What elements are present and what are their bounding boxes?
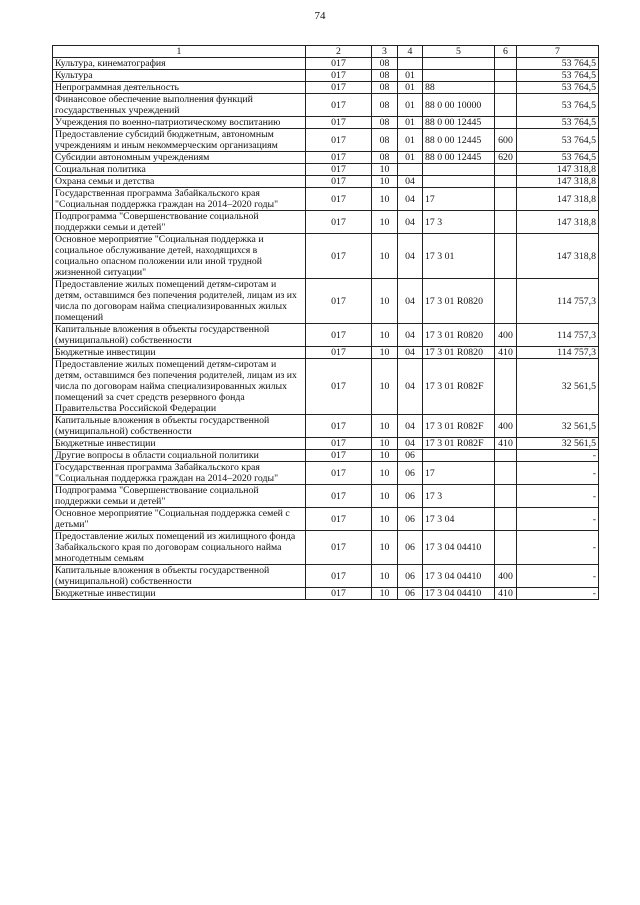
row-ministry-code: 017 [306,152,372,164]
row-target-article [423,58,495,70]
row-target-article [423,176,495,188]
row-section: 08 [372,129,398,152]
row-subsection: 06 [398,531,423,565]
row-section: 08 [372,58,398,70]
row-section: 10 [372,347,398,359]
row-section: 10 [372,588,398,600]
row-expense-type [495,117,517,129]
row-target-article: 17 3 [423,211,495,234]
row-amount: 114 757,3 [517,347,599,359]
row-name: Бюджетные инвестиции [53,438,306,450]
header-col-5: 5 [423,46,495,58]
row-amount: 53 764,5 [517,129,599,152]
table-row [53,117,599,129]
row-subsection: 01 [398,82,423,94]
row-section: 10 [372,176,398,188]
table-row [53,58,599,70]
row-subsection: 06 [398,485,423,508]
row-subsection: 04 [398,188,423,211]
row-name: Финансовое обеспечение выполнения функций государственных учреждений [53,94,306,117]
row-target-article: 88 0 00 10000 [423,94,495,117]
row-subsection: 01 [398,94,423,117]
row-target-article: 17 3 [423,485,495,508]
row-expense-type: 600 [495,129,517,152]
row-subsection [398,164,423,176]
row-ministry-code: 017 [306,565,372,588]
row-expense-type: 410 [495,438,517,450]
row-target-article: 17 [423,188,495,211]
row-target-article [423,70,495,82]
row-subsection: 06 [398,450,423,462]
row-amount: 147 318,8 [517,164,599,176]
row-ministry-code: 017 [306,82,372,94]
row-ministry-code: 017 [306,462,372,485]
row-ministry-code: 017 [306,176,372,188]
row-section: 08 [372,152,398,164]
row-ministry-code: 017 [306,70,372,82]
table-row [53,324,599,347]
row-name: Культура, кинематография [53,58,306,70]
row-amount: 147 318,8 [517,188,599,211]
row-expense-type: 400 [495,565,517,588]
table-row [53,359,599,415]
table-row [53,82,599,94]
row-expense-type [495,279,517,324]
row-target-article: 88 0 00 12445 [423,117,495,129]
row-target-article: 17 3 04 [423,508,495,531]
row-name: Учреждения по военно-патриотическому воспитанию [53,117,306,129]
row-ministry-code: 017 [306,347,372,359]
row-expense-type: 400 [495,324,517,347]
row-expense-type [495,94,517,117]
row-ministry-code: 017 [306,588,372,600]
row-expense-type: 400 [495,415,517,438]
row-target-article [423,164,495,176]
row-section: 08 [372,82,398,94]
row-target-article: 17 [423,462,495,485]
row-ministry-code: 017 [306,415,372,438]
table-row [53,462,599,485]
table-row [53,508,599,531]
row-target-article: 17 3 04 04410 [423,565,495,588]
row-ministry-code: 017 [306,359,372,415]
table-row [53,211,599,234]
row-expense-type [495,70,517,82]
row-subsection: 06 [398,565,423,588]
row-name: Культура [53,70,306,82]
row-amount: 147 318,8 [517,234,599,279]
row-expense-type [495,82,517,94]
row-section: 08 [372,117,398,129]
row-section: 10 [372,438,398,450]
header-row [53,46,599,58]
row-expense-type [495,450,517,462]
row-section: 08 [372,70,398,82]
row-subsection: 01 [398,129,423,152]
row-section: 10 [372,164,398,176]
table-row [53,485,599,508]
table-row [53,164,599,176]
row-expense-type [495,359,517,415]
row-ministry-code: 017 [306,58,372,70]
row-amount: - [517,531,599,565]
row-name: Капитальные вложения в объекты государственной (муниципальной) собственности [53,324,306,347]
row-name: Подпрограмма "Совершенствование социальной поддержки семьи и детей" [53,485,306,508]
row-section: 10 [372,359,398,415]
table-row [53,129,599,152]
row-section: 10 [372,279,398,324]
table-row [53,279,599,324]
row-amount: - [517,508,599,531]
row-subsection: 04 [398,438,423,450]
table-row [53,176,599,188]
table-row [53,438,599,450]
row-amount: 147 318,8 [517,176,599,188]
row-amount: 53 764,5 [517,82,599,94]
table-row [53,152,599,164]
table-row [53,450,599,462]
table-body [53,58,599,600]
row-section: 10 [372,450,398,462]
row-name: Капитальные вложения в объекты государственной (муниципальной) собственности [53,565,306,588]
row-section: 10 [372,485,398,508]
row-ministry-code: 017 [306,164,372,176]
row-expense-type [495,176,517,188]
row-target-article: 17 3 01 R082F [423,359,495,415]
row-expense-type [495,531,517,565]
row-subsection: 06 [398,462,423,485]
table-row [53,94,599,117]
row-expense-type [495,164,517,176]
row-expense-type [495,211,517,234]
row-amount: - [517,462,599,485]
row-name: Непрограммная деятельность [53,82,306,94]
table-row [53,565,599,588]
row-subsection: 04 [398,324,423,347]
header-col-1: 1 [53,46,306,58]
row-name: Предоставление субсидий бюджетным, автономным учреждениям и иным некоммерческим организациям [53,129,306,152]
row-amount: 53 764,5 [517,94,599,117]
row-ministry-code: 017 [306,450,372,462]
row-name: Бюджетные инвестиции [53,347,306,359]
row-name: Социальная политика [53,164,306,176]
header-col-4: 4 [398,46,423,58]
row-ministry-code: 017 [306,94,372,117]
row-amount: - [517,485,599,508]
row-subsection: 04 [398,211,423,234]
row-section: 10 [372,531,398,565]
row-amount: 53 764,5 [517,117,599,129]
row-subsection: 04 [398,347,423,359]
row-section: 10 [372,565,398,588]
row-expense-type [495,485,517,508]
row-subsection: 04 [398,176,423,188]
row-target-article: 17 3 01 [423,234,495,279]
row-name: Основное мероприятие "Социальная поддержка семей с детьми" [53,508,306,531]
row-section: 10 [372,324,398,347]
row-amount: 53 764,5 [517,70,599,82]
row-target-article [423,450,495,462]
table-row [53,588,599,600]
row-expense-type [495,188,517,211]
row-amount: 147 318,8 [517,211,599,234]
row-amount: - [517,450,599,462]
header-col-3: 3 [372,46,398,58]
header-col-6: 6 [495,46,517,58]
row-ministry-code: 017 [306,188,372,211]
row-subsection: 04 [398,415,423,438]
row-amount: 114 757,3 [517,324,599,347]
row-target-article: 17 3 04 04410 [423,531,495,565]
row-amount: 32 561,5 [517,438,599,450]
row-subsection: 04 [398,279,423,324]
row-expense-type [495,58,517,70]
row-expense-type: 620 [495,152,517,164]
row-target-article: 17 3 01 R0820 [423,324,495,347]
row-section: 10 [372,211,398,234]
row-name: Капитальные вложения в объекты государственной (муниципальной) собственности [53,415,306,438]
row-subsection [398,58,423,70]
table-row [53,188,599,211]
row-ministry-code: 017 [306,324,372,347]
table-row [53,347,599,359]
row-amount: - [517,588,599,600]
row-name: Бюджетные инвестиции [53,588,306,600]
row-subsection: 01 [398,70,423,82]
row-expense-type [495,462,517,485]
row-name: Предоставление жилых помещений детям-сиротам и детям, оставшимся без попечения родителей, лицам из их числа по договорам найма специализированных жилых помещений [53,279,306,324]
row-target-article: 17 3 01 R0820 [423,279,495,324]
row-name: Охрана семьи и детства [53,176,306,188]
row-target-article: 17 3 01 R082F [423,438,495,450]
row-section: 10 [372,462,398,485]
row-section: 10 [372,415,398,438]
row-amount: 32 561,5 [517,415,599,438]
row-target-article: 88 [423,82,495,94]
row-expense-type: 410 [495,588,517,600]
row-amount: 114 757,3 [517,279,599,324]
table-row [53,415,599,438]
row-amount: 53 764,5 [517,58,599,70]
header-col-2: 2 [306,46,372,58]
row-target-article: 17 3 01 R0820 [423,347,495,359]
page-number: 74 [314,10,326,22]
row-section: 10 [372,508,398,531]
row-target-article: 88 0 00 12445 [423,129,495,152]
row-target-article: 17 3 01 R082F [423,415,495,438]
row-subsection: 06 [398,508,423,531]
row-expense-type [495,234,517,279]
row-section: 08 [372,94,398,117]
row-section: 10 [372,188,398,211]
row-amount: - [517,565,599,588]
row-ministry-code: 017 [306,129,372,152]
row-subsection: 06 [398,588,423,600]
row-ministry-code: 017 [306,211,372,234]
row-name: Государственная программа Забайкальского края "Социальная поддержка граждан на 2014–2020 годы" [53,188,306,211]
row-ministry-code: 017 [306,279,372,324]
row-name: Другие вопросы в области социальной политики [53,450,306,462]
row-name: Подпрограмма "Совершенствование социальной поддержки семьи и детей" [53,211,306,234]
row-expense-type: 410 [495,347,517,359]
row-target-article: 17 3 04 04410 [423,588,495,600]
row-ministry-code: 017 [306,485,372,508]
row-subsection: 01 [398,117,423,129]
table-row [53,234,599,279]
row-amount: 32 561,5 [517,359,599,415]
row-subsection: 04 [398,359,423,415]
row-subsection: 01 [398,152,423,164]
row-name: Основное мероприятие "Социальная поддержка и социальное обслуживание детей, находящихся в социально опасном положении или иной трудной жизненной ситуации" [53,234,306,279]
table-row [53,531,599,565]
row-ministry-code: 017 [306,508,372,531]
row-name: Предоставление жилых помещений детям-сиротам и детям, оставшимся без попечения родителей, лицам из их числа по договорам найма специализированных жилых помещений за счет средств резервного фонда Правительства Российской Федерации [53,359,306,415]
row-name: Государственная программа Забайкальского края "Социальная поддержка граждан на 2014–2020 годы" [53,462,306,485]
row-subsection: 04 [398,234,423,279]
row-section: 10 [372,234,398,279]
row-ministry-code: 017 [306,117,372,129]
row-ministry-code: 017 [306,531,372,565]
row-name: Субсидии автономным учреждениям [53,152,306,164]
budget-table [52,45,599,600]
row-ministry-code: 017 [306,438,372,450]
table-row [53,70,599,82]
row-amount: 53 764,5 [517,152,599,164]
row-name: Предоставление жилых помещений из жилищного фонда Забайкальского края по договорам социального найма многодетным семьям [53,531,306,565]
header-col-7: 7 [517,46,599,58]
row-ministry-code: 017 [306,234,372,279]
row-target-article: 88 0 00 12445 [423,152,495,164]
row-expense-type [495,508,517,531]
